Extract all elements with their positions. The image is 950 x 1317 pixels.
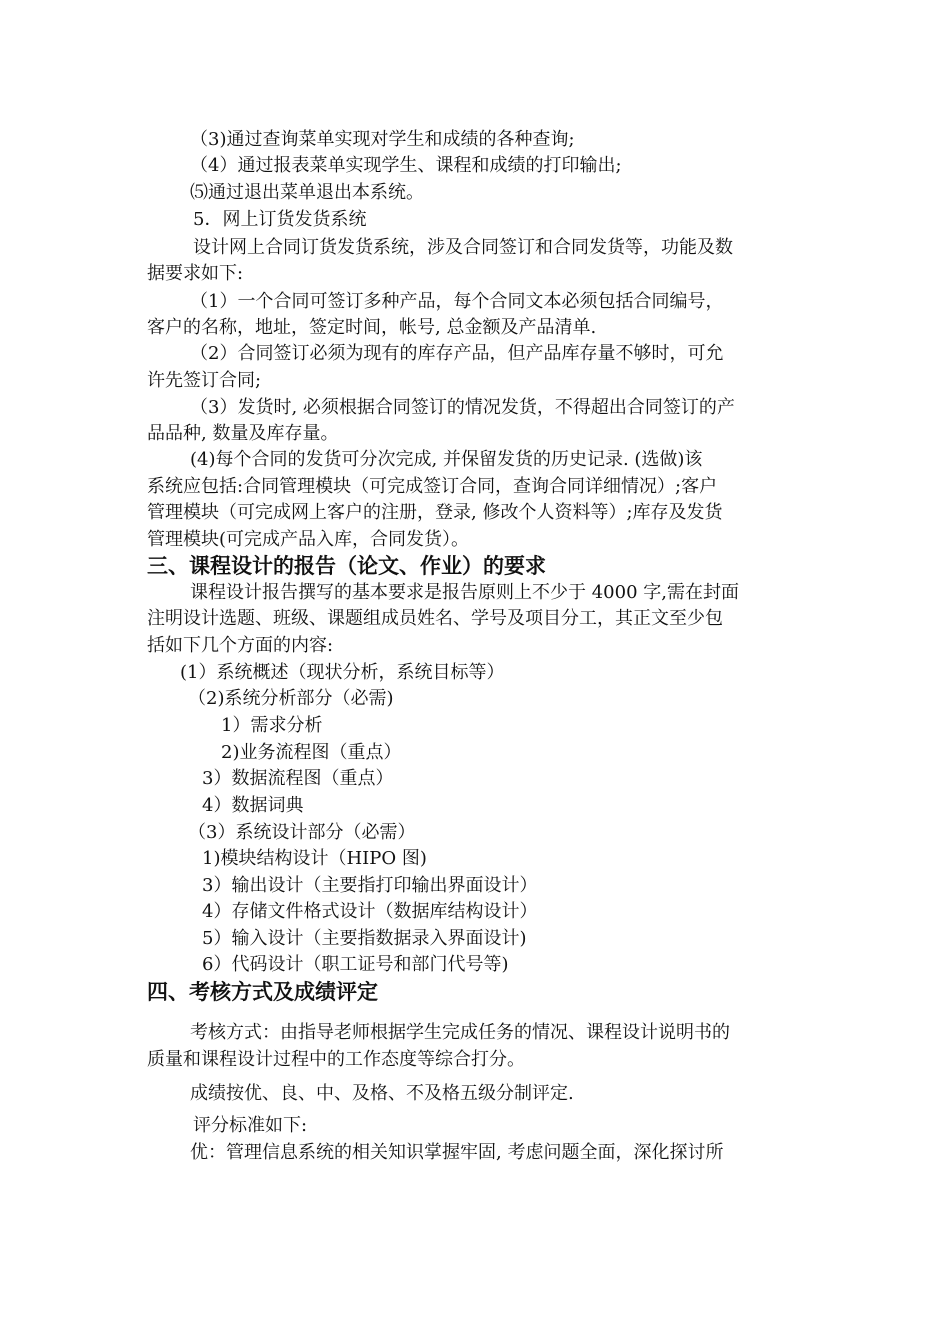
paragraph-line: （1）一个合同可签订多种产品，每个合同文本必须包括合同编号， (190, 291, 724, 312)
paragraph-line: 评分标准如下: (193, 1115, 308, 1136)
paragraph-line: 系统应包括:合同管理模块（可完成签订合同，查询合同详细情况）;客户 (147, 476, 718, 497)
paragraph-line: （2）合同签订必须为现有的库存产品，但产品库存量不够时，可允 (190, 343, 724, 364)
list-item: 6）代码设计（职工证号和部门代号等) (202, 954, 509, 975)
paragraph-line: 管理模块(可完成产品入库，合同发货）。 (147, 529, 470, 550)
paragraph-line: 许先签订合同; (147, 370, 262, 391)
list-item: 2)业务流程图（重点） (221, 742, 402, 763)
paragraph-line: 品品种, 数量及库存量。 (147, 423, 339, 444)
list-item: 3）数据流程图（重点） (202, 768, 394, 789)
list-item: 4）数据词典 (202, 795, 304, 816)
paragraph-line: 考核方式：由指导老师根据学生完成任务的情况、课程设计说明书的 (190, 1022, 730, 1043)
list-item: 4）存储文件格式设计（数据库结构设计） (202, 901, 538, 922)
paragraph-line: 质量和课程设计过程中的工作态度等综合打分。 (147, 1049, 525, 1070)
section-heading: 三、课程设计的报告（论文、作业）的要求 (147, 554, 546, 578)
list-item: 1)模块结构设计（HIPO 图) (202, 848, 427, 869)
paragraph-line: 注明设计选题、班级、课题组成员姓名、学号及项目分工，其正文至少包 (147, 608, 723, 629)
paragraph-line: 客户的名称，地址，签定时间，帐号, 总金额及产品清单. (147, 317, 597, 338)
list-item: 5）输入设计（主要指数据录入界面设计) (202, 928, 527, 949)
list-item: ⑸通过退出菜单退出本系统。 (190, 182, 424, 203)
paragraph-line: 括如下几个方面的内容: (147, 635, 334, 656)
paragraph-line: 成绩按优、良、中、及格、不及格五级分制评定. (190, 1083, 574, 1104)
list-item: （4）通过报表菜单实现学生、课程和成绩的打印输出; (190, 155, 622, 176)
section-subheading: 5．网上订货发货系统 (193, 209, 367, 230)
list-item: (1）系统概述（现状分析，系统目标等） (180, 662, 505, 683)
list-item: （2)系统分析部分（必需) (188, 688, 394, 709)
section-heading: 四、考核方式及成绩评定 (147, 980, 378, 1004)
paragraph-line: 优：管理信息系统的相关知识掌握牢固, 考虑问题全面，深化探讨所 (190, 1142, 724, 1163)
paragraph-line: 据要求如下: (147, 263, 244, 284)
paragraph-line: （3）发货时, 必须根据合同签订的情况发货，不得超出合同签订的产 (190, 397, 735, 418)
paragraph-line: 管理模块（可完成网上客户的注册，登录, 修改个人资料等）;库存及发货 (147, 502, 723, 523)
paragraph-line: (4)每个合同的发货可分次完成, 并保留发货的历史记录. (选做)该 (190, 449, 703, 470)
paragraph-line: 课程设计报告撰写的基本要求是报告原则上不少于 4000 字,需在封面 (190, 582, 739, 603)
list-item: 1）需求分析 (221, 715, 323, 736)
paragraph-line: 设计网上合同订货发货系统，涉及合同签订和合同发货等，功能及数 (193, 237, 733, 258)
list-item: 3）输出设计（主要指打印输出界面设计） (202, 875, 538, 896)
list-item: （3)通过查询菜单实现对学生和成绩的各种查询; (190, 129, 575, 150)
list-item: （3）系统设计部分（必需） (188, 822, 416, 843)
